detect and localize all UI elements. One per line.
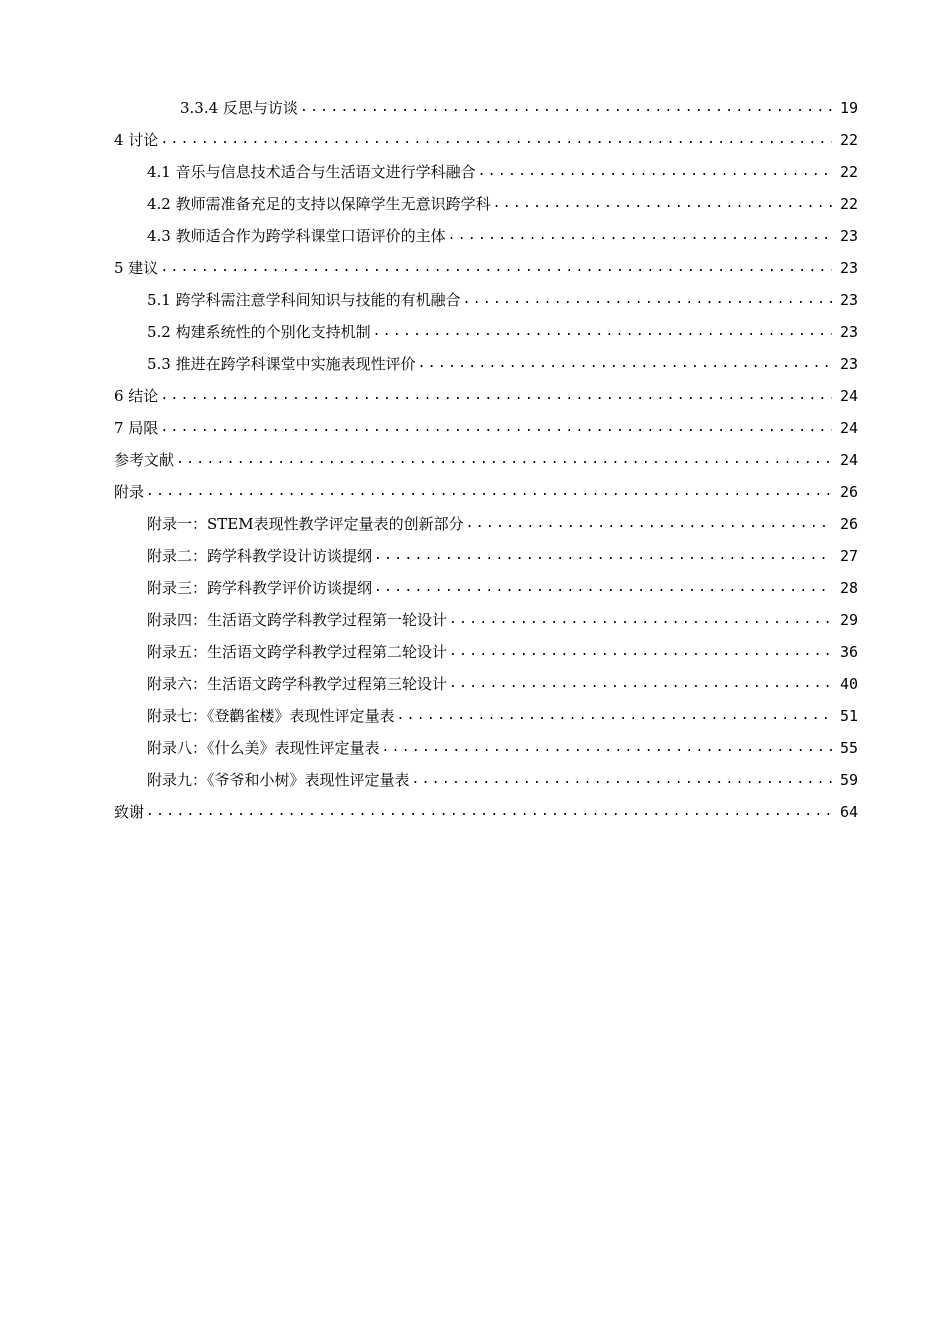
- toc-dot-leader: [176, 444, 832, 476]
- toc-entry-page: 23: [839, 323, 858, 341]
- toc-entry-title: 3.3.4 反思与访谈: [180, 99, 298, 117]
- toc-entry[interactable]: [0, 700, 950, 732]
- toc-dot-leader: [300, 92, 832, 124]
- toc-entry-title: 附录八：《什么美》表现性评定量表: [147, 739, 380, 757]
- toc-entry-page: 24: [839, 387, 858, 405]
- toc-entry-title: 附录一：STEM表现性教学评定量表的创新部分: [147, 515, 464, 533]
- toc-entry[interactable]: [0, 124, 950, 156]
- toc-entry[interactable]: [0, 444, 950, 476]
- toc-entry-page: 22: [839, 195, 858, 213]
- toc-entry-page: 23: [839, 259, 858, 277]
- toc-entry[interactable]: [0, 764, 950, 796]
- toc-entry-page: 19: [839, 99, 858, 117]
- toc-entry-page: 29: [839, 611, 858, 629]
- toc-entry[interactable]: [0, 412, 950, 444]
- toc-entry[interactable]: [0, 508, 950, 540]
- toc-entry-title: 6 结论: [114, 387, 159, 405]
- toc-entry[interactable]: [0, 604, 950, 636]
- toc-entry-title: 5.2 构建系统性的个别化支持机制: [147, 323, 371, 341]
- table-of-contents: [0, 92, 950, 828]
- toc-entry-page: 28: [839, 579, 858, 597]
- toc-dot-leader: [373, 316, 832, 348]
- toc-entry-title: 4.1 音乐与信息技术适合与生活语文进行学科融合: [147, 163, 476, 181]
- toc-entry-page: 24: [839, 451, 858, 469]
- toc-entry[interactable]: [0, 220, 950, 252]
- toc-entry[interactable]: [0, 668, 950, 700]
- toc-entry[interactable]: [0, 380, 950, 412]
- toc-dot-leader: [412, 764, 832, 796]
- toc-entry-page: 22: [839, 131, 858, 149]
- toc-entry-page: 26: [839, 515, 858, 533]
- toc-entry-title: 7 局限: [114, 419, 159, 437]
- toc-entry-page: 36: [839, 643, 858, 661]
- toc-dot-leader: [478, 156, 832, 188]
- toc-entry[interactable]: [0, 188, 950, 220]
- toc-entry[interactable]: [0, 252, 950, 284]
- toc-entry-title: 附录九：《爷爷和小树》表现性评定量表: [147, 771, 410, 789]
- toc-dot-leader: [160, 412, 832, 444]
- toc-entry-title: 附录四：生活语文跨学科教学过程第一轮设计: [147, 611, 448, 629]
- toc-dot-leader: [448, 220, 832, 252]
- toc-entry[interactable]: [0, 284, 950, 316]
- toc-entry-page: 26: [839, 483, 858, 501]
- toc-entry-page: 22: [839, 163, 858, 181]
- toc-entry[interactable]: [0, 796, 950, 828]
- toc-entry-title: 4 讨论: [114, 131, 159, 149]
- toc-entry-title: 附录: [114, 483, 145, 501]
- toc-entry-page: 24: [839, 419, 858, 437]
- toc-entry-page: 55: [839, 739, 858, 757]
- toc-entry-title: 4.3 教师适合作为跨学科课堂口语评价的主体: [147, 227, 446, 245]
- toc-entry-page: 23: [839, 227, 858, 245]
- toc-entry[interactable]: [0, 732, 950, 764]
- toc-entry-page: 51: [839, 707, 858, 725]
- toc-entry-title: 5.1 跨学科需注意学科间知识与技能的有机融合: [147, 291, 461, 309]
- toc-dot-leader: [466, 508, 832, 540]
- toc-entry-title: 致谢: [114, 803, 145, 821]
- toc-dot-leader: [449, 668, 832, 700]
- toc-entry-title: 4.2 教师需准备充足的支持以保障学生无意识跨学科: [147, 195, 491, 213]
- toc-entry-page: 23: [839, 291, 858, 309]
- toc-entry-title: 附录六：生活语文跨学科教学过程第三轮设计: [147, 675, 448, 693]
- toc-dot-leader: [397, 700, 832, 732]
- toc-dot-leader: [449, 604, 832, 636]
- toc-dot-leader: [374, 540, 832, 572]
- toc-entry-title: 5 建议: [114, 259, 159, 277]
- toc-entry[interactable]: [0, 540, 950, 572]
- toc-dot-leader: [449, 636, 832, 668]
- toc-entry[interactable]: [0, 476, 950, 508]
- toc-entry[interactable]: [0, 572, 950, 604]
- toc-entry-page: 23: [839, 355, 858, 373]
- toc-dot-leader: [146, 476, 832, 508]
- toc-dot-leader: [160, 124, 832, 156]
- toc-entry[interactable]: [0, 348, 950, 380]
- toc-entry[interactable]: [0, 92, 950, 124]
- toc-entry-title: 附录七：《登鹳雀楼》表现性评定量表: [147, 707, 395, 725]
- toc-entry-page: 40: [839, 675, 858, 693]
- toc-entry-title: 参考文献: [114, 451, 175, 469]
- toc-entry-page: 27: [839, 547, 858, 565]
- toc-entry[interactable]: [0, 316, 950, 348]
- toc-dot-leader: [146, 796, 832, 828]
- toc-entry[interactable]: [0, 636, 950, 668]
- toc-dot-leader: [463, 284, 832, 316]
- toc-entry-title: 5.3 推进在跨学科课堂中实施表现性评价: [147, 355, 416, 373]
- toc-entry-page: 64: [839, 803, 858, 821]
- toc-entry-title: 附录三：跨学科教学评价访谈提纲: [147, 579, 373, 597]
- toc-entry[interactable]: [0, 156, 950, 188]
- toc-dot-leader: [382, 732, 832, 764]
- toc-dot-leader: [160, 252, 832, 284]
- toc-entry-title: 附录五：生活语文跨学科教学过程第二轮设计: [147, 643, 448, 661]
- toc-entry-title: 附录二：跨学科教学设计访谈提纲: [147, 547, 373, 565]
- toc-dot-leader: [418, 348, 832, 380]
- toc-dot-leader: [160, 380, 832, 412]
- toc-dot-leader: [493, 188, 832, 220]
- toc-entry-page: 59: [839, 771, 858, 789]
- toc-dot-leader: [374, 572, 832, 604]
